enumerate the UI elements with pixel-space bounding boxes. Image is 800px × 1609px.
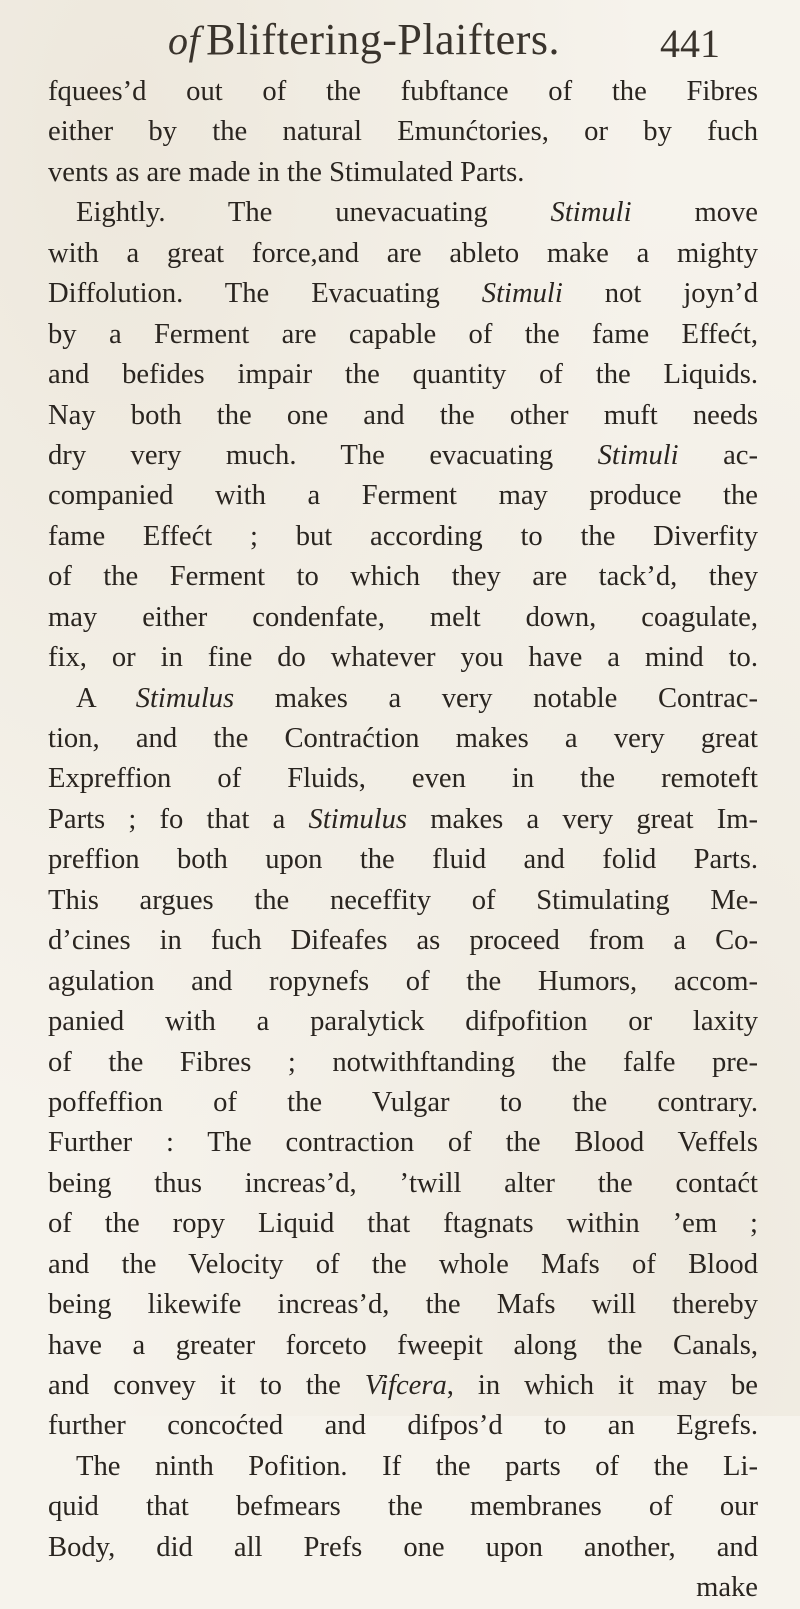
text-run: make: [696, 1572, 758, 1604]
text-run: makes a very great Im-: [407, 803, 758, 835]
text-line: [48, 1326, 758, 1366]
text-run: fqueesʼd out of the fubftance of the Fibres: [48, 76, 758, 107]
italic-term: Stimulus: [135, 682, 235, 714]
text-run: have a greater forceto fweepit along the Canals,: [48, 1329, 758, 1361]
text-line: [48, 1487, 758, 1527]
text-run: either by the natural Emunćtories, or by fuch: [48, 116, 758, 148]
italic-term: Stimuli: [597, 439, 679, 471]
text-run: Parts ; fo that a: [48, 803, 309, 835]
text-line: [48, 759, 758, 799]
text-line: [48, 1285, 758, 1325]
running-title: [168, 14, 560, 65]
text-run: preffion both upon the fluid and folid Parts.: [48, 844, 758, 876]
text-run: being likewife increasʼd, the Mafs will thereby: [48, 1289, 758, 1321]
text-run: ac-: [678, 439, 758, 471]
text-line: [48, 1245, 758, 1285]
text-run: of the Fibres ; notwithftanding the falfe pre-: [48, 1046, 758, 1078]
text-run: Diffolution. The Evacuating: [48, 278, 482, 310]
italic-term: Vifcera: [364, 1370, 447, 1401]
running-header: [0, 10, 800, 70]
text-run: Nay both the one and the other muft needs: [48, 399, 758, 431]
text-line: [48, 1083, 758, 1123]
text-line: [48, 396, 758, 436]
text-run: may either condenfate, melt down, coagulate,: [48, 601, 758, 633]
text-run: companied with a Ferment may produce the: [48, 480, 758, 512]
text-run: and convey it to the: [48, 1370, 365, 1401]
text-run: This argues the neceffity of Stimulating Me-: [48, 884, 758, 916]
text-run: poffeffion of the Vulgar to the contrary.: [48, 1086, 758, 1118]
text-run: The ninth Pofition. If the parts of the Li-: [76, 1450, 758, 1482]
page-number: 441: [660, 21, 720, 66]
text-run: being thus increasʼd, ʼtwill alter the contaćt: [48, 1167, 758, 1199]
italic-term: Stimuli: [550, 197, 632, 229]
body-text: [48, 72, 758, 1609]
text-line: [48, 800, 758, 840]
text-line: [48, 193, 758, 233]
text-run: dʼcines in fuch Difeafes as proceed from a Co-: [48, 925, 758, 957]
text-line: [48, 881, 758, 921]
text-line: [48, 476, 758, 516]
text-line: [48, 840, 758, 880]
text-line: [48, 679, 758, 719]
text-line: [48, 153, 758, 193]
text-run: by a Ferment are capable of the fame Effećt,: [48, 318, 758, 350]
italic-term: Stimuli: [481, 278, 563, 310]
text-line: [48, 72, 758, 112]
text-line: [48, 1043, 758, 1083]
text-line: [48, 112, 758, 152]
running-title-of: of: [168, 18, 201, 63]
text-line: [48, 1002, 758, 1042]
text-run: further concoćted and difposʼd to an Egrefs.: [48, 1410, 758, 1442]
text-run: move: [631, 197, 758, 229]
italic-term: Stimulus: [308, 803, 408, 835]
text-line: [48, 1568, 758, 1608]
text-line: [48, 517, 758, 557]
text-line: [48, 274, 758, 314]
running-title-main: Bliftering-Plaifters.: [206, 15, 560, 64]
text-run: panied with a paralytick difpofition or laxity: [48, 1006, 758, 1038]
text-run: fix, or in fine do whatever you have a mind to.: [48, 642, 758, 674]
text-line: [48, 355, 758, 395]
text-line: [48, 598, 758, 638]
text-run: of the ropy Liquid that ftagnats within ʼem ;: [48, 1208, 758, 1240]
text-line: [48, 1406, 758, 1446]
text-run: with a great force,and are ableto make a mighty: [48, 237, 758, 269]
text-run: vents as are made in the Stimulated Parts.: [48, 156, 525, 188]
text-line: [48, 1123, 758, 1163]
text-line: [48, 921, 758, 961]
text-line: [48, 1447, 758, 1487]
text-run: of the Ferment to which they are tackʼd, they: [48, 561, 758, 593]
text-run: makes a very notable Contrac-: [234, 682, 758, 714]
text-line: [48, 719, 758, 759]
text-run: Body, did all Prefs one upon another, and: [48, 1531, 758, 1563]
text-run: and the Velocity of the whole Mafs of Blood: [48, 1248, 758, 1280]
text-run: and befides impair the quantity of the Liquids.: [48, 359, 758, 391]
text-run: Further : The contraction of the Blood Veffels: [48, 1127, 758, 1159]
text-run: tion, and the Contraćtion makes a very great: [48, 723, 758, 754]
text-run: , in which it may be: [446, 1370, 758, 1401]
text-run: Eightly. The unevacuating: [76, 197, 551, 229]
text-line: [48, 1204, 758, 1244]
text-line: [48, 1366, 758, 1406]
text-line: [48, 315, 758, 355]
text-run: dry very much. The evacuating: [48, 439, 598, 471]
text-line: [48, 638, 758, 678]
text-run: A: [76, 682, 136, 714]
text-run: Expreffion of Fluids, even in the remoteft: [48, 763, 758, 795]
text-line: [48, 1528, 758, 1568]
text-line: [48, 962, 758, 1002]
text-line: [48, 1164, 758, 1204]
text-run: quid that befmears the membranes of our: [48, 1491, 758, 1523]
text-run: not joynʼd: [562, 278, 758, 310]
text-line: [48, 557, 758, 597]
text-run: agulation and ropynefs of the Humors, accom-: [48, 965, 758, 997]
text-line: [48, 234, 758, 274]
text-run: fame Effećt ; but according to the Diverfity: [48, 520, 758, 552]
text-line: [48, 436, 758, 476]
